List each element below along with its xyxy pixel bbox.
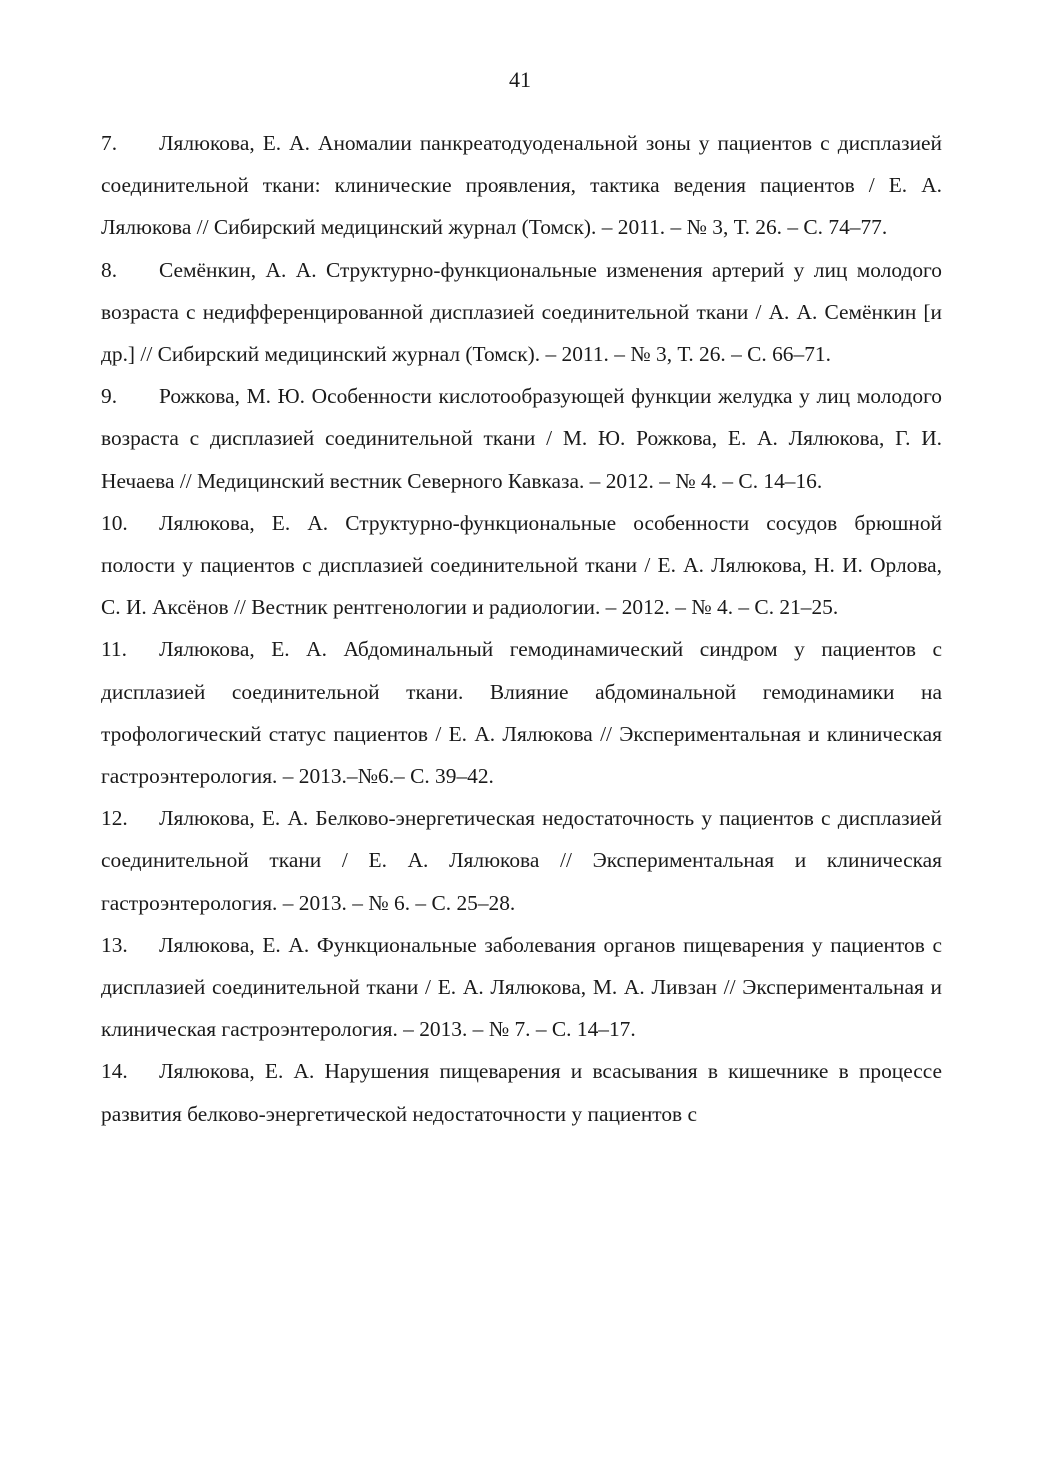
reference-number: 9.: [101, 384, 118, 409]
reference-number: 8.: [101, 257, 118, 282]
reference-text: Семёнкин, А. А. Структурно-функциональные изменения артерий у лиц молодого возраста с недифференцированной дисплазией соединительной ткани / А. А. Семёнкин [и др.] // Сибирский медицинский журнал (Томск). – 2011. – № 3, Т. 26. – С. 66–71.: [101, 257, 942, 367]
reference-text: Рожкова, М. Ю. Особенности кислотообразующей функции желудка у лиц молодого возраста с дисплазией соединительной ткани / М. Ю. Рожкова, Е. А. Лялюкова, Г. И. Нечаева // Медицинский вестник Северного Кавказа. – 2012. – № 4. – С. 14–16.: [101, 384, 942, 493]
reference-text: Лялюкова, Е. А. Аномалии панкреатодуоденальной зоны у пациентов с дисплазией соединительной ткани: клинические проявления, тактика ведения пациентов / Е. А. Лялюкова // Сибирский медицинский журнал (Томск). – 2011. – № 3, Т. 26. – С. 74–77.: [101, 131, 942, 240]
reference-number: 12.: [101, 806, 128, 831]
reference-number: 13.: [101, 932, 128, 957]
reference-number: 14.: [101, 1059, 128, 1084]
reference-number: 7.: [101, 131, 118, 155]
reference-item: [101, 502, 942, 629]
reference-item: [101, 797, 942, 924]
reference-item: [101, 924, 942, 1051]
reference-item: [101, 1050, 942, 1134]
page-number: 41: [509, 67, 531, 92]
reference-text: Лялюкова, Е. А. Структурно-функциональные особенности сосудов брюшной полости у пациентов с дисплазией соединительной ткани / Е. А. Лялюкова, Н. И. Орлова, С. И. Аксёнов // Вестник рентгенологии и радиологии. – 2012. – № 4. – С. 21–25.: [101, 510, 942, 620]
reference-item: [101, 628, 942, 797]
reference-number: 10.: [101, 510, 128, 535]
reference-item: [101, 375, 942, 502]
reference-text: Лялюкова, Е. А. Абдоминальный гемодинамический синдром у пациентов с дисплазией соединительной ткани. Влияние абдоминальной гемодинамики на трофологический статус пациентов / Е. А. Лялюкова // Экспериментальная и клиническая гастроэнтерология. – 2013.–№6.– С. 39–42.: [101, 637, 942, 789]
reference-item: [101, 122, 942, 249]
reference-text: Лялюкова, Е. А. Белково-энергетическая недостаточность у пациентов с дисплазией соединительной ткани / Е. А. Лялюкова // Экспериментальная и клиническая гастроэнтерология. – 2013. – № 6. – С. 25–28.: [101, 806, 942, 915]
reference-item: [101, 249, 942, 376]
reference-number: 11.: [101, 637, 127, 662]
reference-list: [101, 122, 942, 1135]
reference-text: Лялюкова, Е. А. Нарушения пищеварения и всасывания в кишечнике в процессе развития белково-энергетической недостаточности у пациентов с: [101, 1059, 942, 1126]
reference-text: Лялюкова, Е. А. Функциональные заболевания органов пищеварения у пациентов с дисплазией соединительной ткани / Е. А. Лялюкова, М. А. Ливзан // Экспериментальная и клиническая гастроэнтерология. – 2013. – № 7. – С. 14–17.: [101, 932, 942, 1042]
